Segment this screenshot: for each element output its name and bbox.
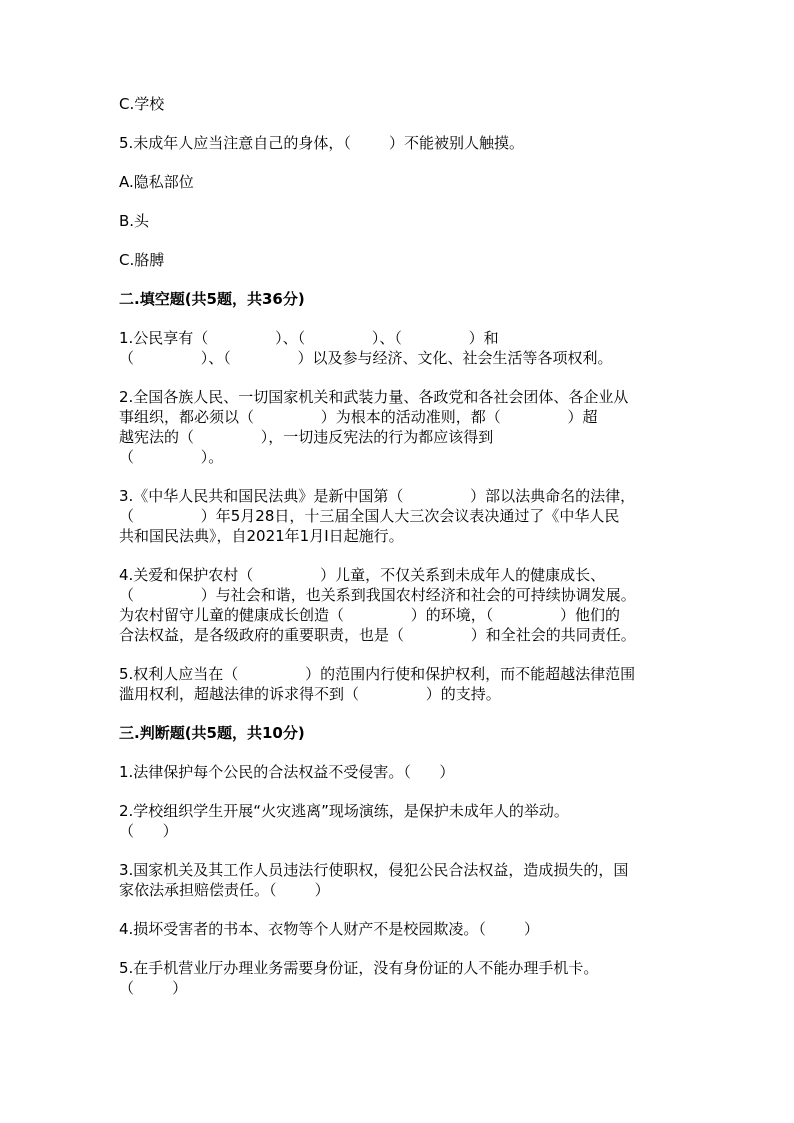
fill-q4-line-1: 4.关爱和保护农村（ ）儿童，不仅关系到未成年人的健康成长、 (119, 566, 606, 584)
fill-q2-line-4: （ ）。 (119, 448, 224, 466)
fill-question-1 (119, 328, 679, 368)
judge-q2-line-1: 2.学校组织学生开展“火灾逃离”现场演练，是保护未成年人的举动。 (119, 802, 569, 820)
fill-section-title: 二.填空题(共5题，共36分) (119, 290, 305, 308)
fill-q2-line-1: 2.全国各族人民、一切国家机关和武装力量、各政党和各社会团体、各企业从 (119, 388, 629, 406)
judge-question-2 (119, 801, 679, 841)
judge-q3-line-1: 3.国家机关及其工作人员违法行使职权，侵犯公民合法权益，造成损失的，国 (119, 861, 629, 879)
fill-question-5 (119, 664, 679, 704)
judge-q1-line-1: 1.法律保护每个公民的合法权益不受侵害。（ ） (119, 763, 455, 781)
fill-question-4 (119, 565, 679, 645)
fill-q4-line-2: （ ）与社会和谐，也关系到我国农村经济和社会的可持续协调发展。 (119, 586, 636, 604)
fill-q5-line-2: 滥用权利，超越法律的诉求得不到（ ）的支持。 (119, 685, 501, 703)
fill-q3-line-3: 共和国民法典》，自2021年1月I日起施行。 (119, 527, 404, 545)
q4-option-c: C.学校 (119, 95, 165, 113)
q5-option-c: C.胳膊 (119, 251, 165, 269)
judge-q5-line-2: （ ） (119, 979, 188, 997)
fill-q1-line-2: （ ）、（ ）以及参与经济、文化、社会生活等各项权利。 (119, 349, 613, 367)
fill-q2-line-3: 越宪法的（ ），一切违反宪法的行为都应该得到 (119, 428, 494, 446)
judge-question-5 (119, 958, 679, 998)
fill-q2-line-2: 事组织，都必须以（ ）为根本的活动准则，都（ ）超 (119, 408, 598, 426)
judge-question-4 (119, 919, 679, 939)
judge-question-1 (119, 762, 679, 782)
judge-q5-line-1: 5.在手机营业厅办理业务需要身份证，没有身份证的人不能办理手机卡。 (119, 959, 599, 977)
judge-q2-line-2: （ ） (119, 822, 178, 840)
fill-q4-line-4: 合法权益，是各级政府的重要职责，也是（ ）和全社会的共同责任。 (119, 626, 636, 644)
q5-stem: 5.未成年人应当注意自己的身体，（ ）不能被别人触摸。 (119, 134, 524, 152)
fill-q4-line-3: 为农村留守儿童的健康成长创造（ ）的环境，（ ）他们的 (119, 606, 621, 624)
q5-option-b: B.头 (119, 212, 150, 230)
fill-question-3 (119, 486, 679, 546)
judge-question-3 (119, 860, 679, 900)
fill-q1-line-1: 1.公民享有（ ）、（ ）、（ ）和 (119, 329, 499, 347)
fill-q3-line-2: （ ）年5月28日，十三届全国人大三次会议表决通过了《中华人民 (119, 507, 620, 525)
fill-q3-line-1: 3.《中华人民共和国民法典》是新中国第（ ）部以法典命名的法律， (119, 487, 636, 505)
exam-page (119, 94, 679, 1017)
q5-option-a: A.隐私部位 (119, 173, 194, 191)
judge-q4-line-1: 4.损坏受害者的书本、衣物等个人财产不是校园欺凌。（ ） (119, 920, 539, 938)
fill-question-2 (119, 387, 679, 467)
judge-section-title: 三.判断题(共5题，共10分) (119, 724, 305, 742)
judge-q3-line-2: 家依法承担赔偿责任。（ ） (119, 881, 330, 899)
fill-q5-line-1: 5.权利人应当在（ ）的范围内行使和保护权利，而不能超越法律范围 (119, 665, 636, 683)
